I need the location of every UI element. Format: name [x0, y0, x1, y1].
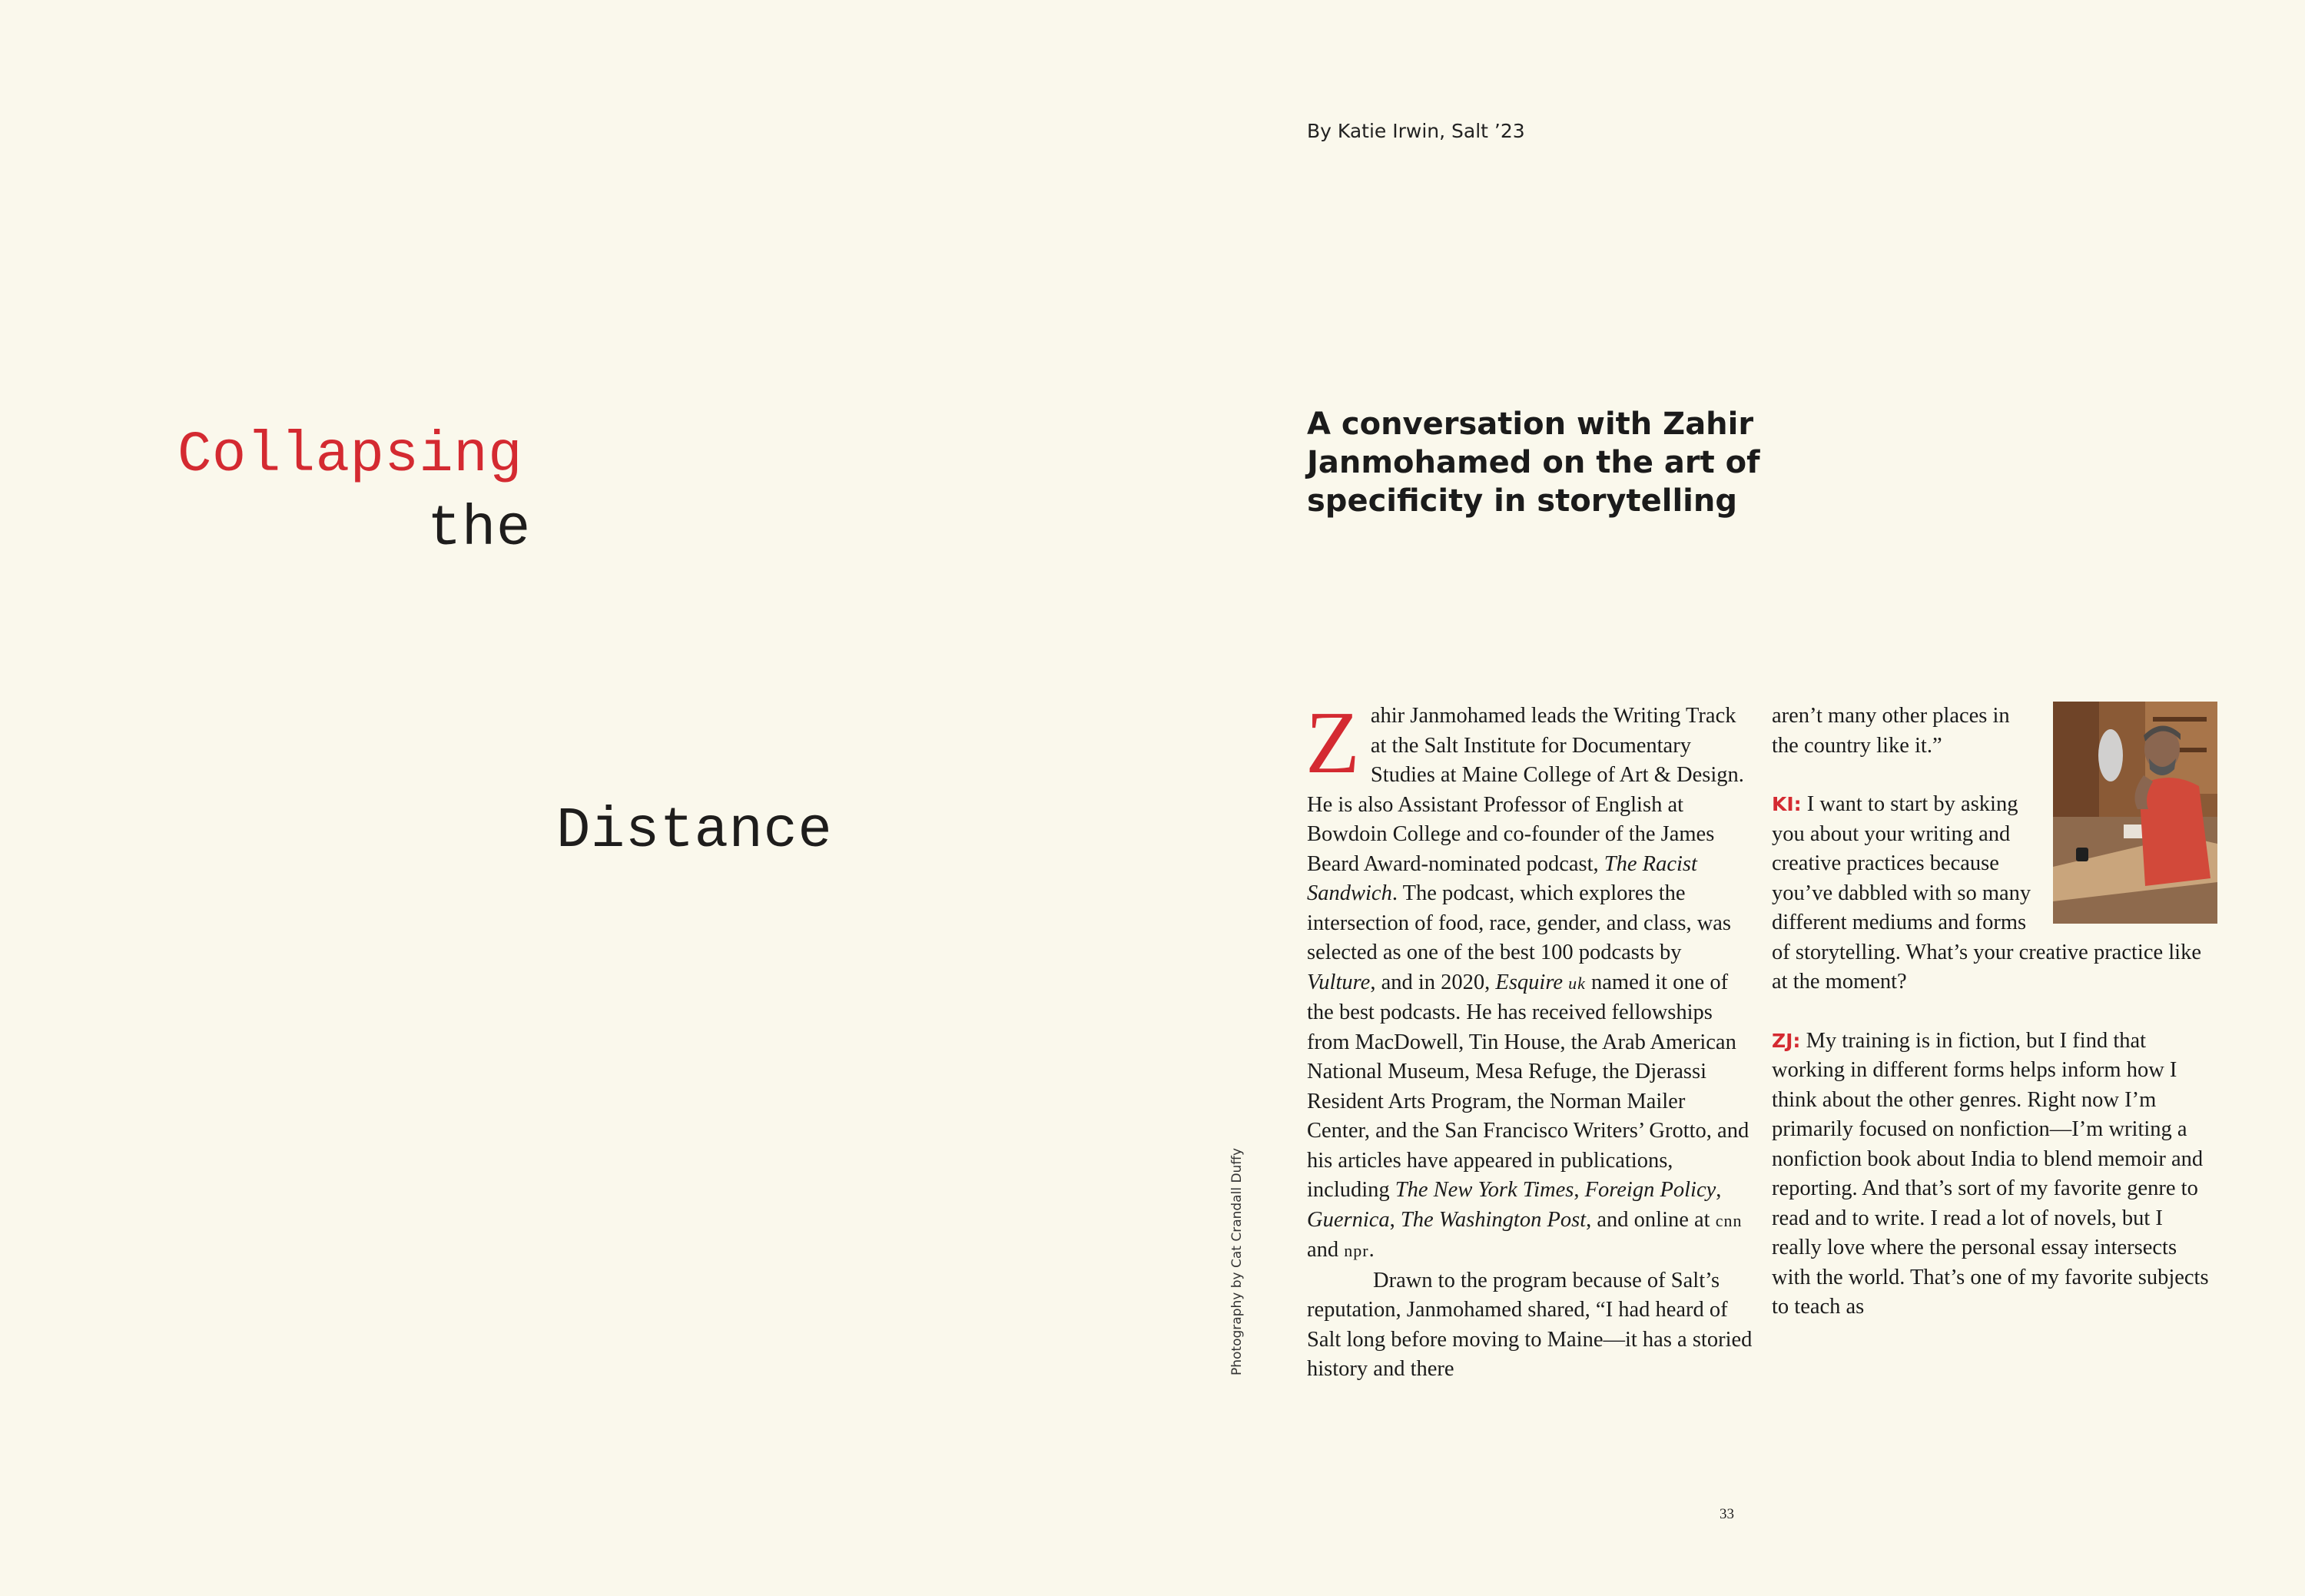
title-word-the: the [427, 497, 531, 562]
article-deck: A conversation with Zahir Janmohamed on the art of specificity in storytelling [1307, 406, 1760, 519]
paragraph-gap [1772, 997, 2217, 1027]
podcast-title: The Racist Sandwich [1307, 851, 1697, 905]
title-word-collapsing: Collapsing [177, 423, 523, 488]
continued-text: aren’t many other places in the country like it.” [1772, 704, 2010, 758]
drop-cap: Z [1305, 694, 1360, 792]
speaker-zj: ZJ: [1772, 1029, 1801, 1052]
intro-paragraph: Zahir Janmohamed leads the Writing Track at the Salt Institute for Documentary Studies at Maine College of Art & Design. He is also Assistant Professor of English at Bowdoin College and co-founder of the James Beard Award-nominated podcast, The Racist Sandwich. The podcast, which explores the intersection of food, race, gender, and class, was selected as one of the best 100 podcasts by Vulture, and in 2020, Esquire uk named it one of the best podcasts. He has received fellowships from MacDowell, Tin House, the Arab American National Museum, Mesa Refuge, the Djerassi Resident Arts Program, the Norman Mailer Center, and the San Francisco Writers’ Grotto, and his articles have appeared in publications, including The New York Times, Foreign Policy, Guernica, The Washington Post, and online at cnn and npr. [1305, 694, 1749, 1262]
answer-paragraph: ZJ: My training is in fiction, but I find that working in different forms helps inform how I think about the other genres. Right now I’m primarily focused on nonfiction—I’m writing a nonfiction book about India to blend memoir and reporting. And that’s sort of my favorite genre to read and to write. I read a lot of novels, but I really love where the personal essay intersects with the world. That’s one of my favorite subjects to teach as [1772, 1028, 2209, 1319]
body-column-left [1305, 694, 1753, 1385]
photo-credit: Photography by Cat Crandall Duffy [1229, 1147, 1245, 1375]
byline: By Katie Irwin, Salt ’23 [1307, 120, 1525, 142]
question-paragraph: KI: I want to start by asking you about your writing and creative practices because you’ve dabbled with so many different mediums and forms of storytelling. What’s your creative practice like at the moment? [1772, 792, 2201, 994]
portrait-photo [2053, 702, 2217, 924]
page-number: 33 [1720, 1506, 1734, 1522]
salt-paragraph: Drawn to the program because of Salt’s reputation, Janmohamed shared, “I had heard of Salt long before moving to Maine—it has a storied history and there [1307, 1268, 1753, 1381]
speaker-ki: KI: [1772, 793, 1802, 815]
body-column-right [1772, 702, 2217, 1322]
title-word-distance: Distance [556, 799, 833, 864]
